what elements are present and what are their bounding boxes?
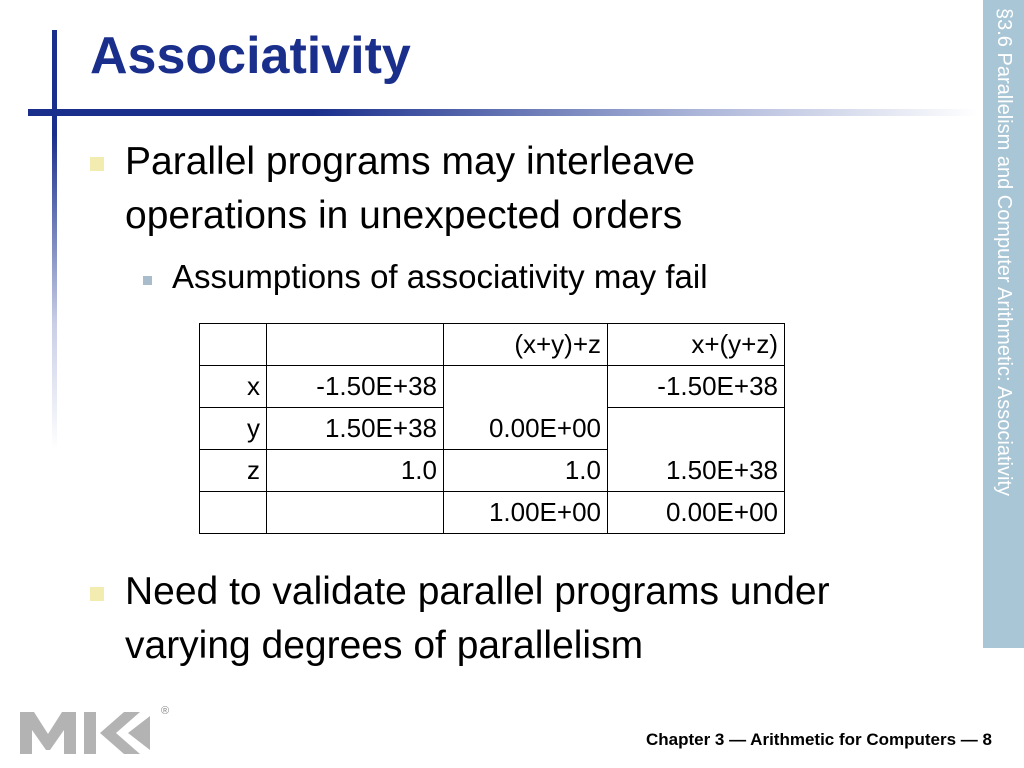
table-cell: -1.50E+38 xyxy=(267,366,444,408)
table-cell: 0.00E+00 xyxy=(608,492,785,534)
bullet-2-line-1: Need to validate parallel programs under xyxy=(125,570,830,613)
table-cell: 1.00E+00 xyxy=(444,492,608,534)
table-cell xyxy=(267,492,444,534)
table-cell xyxy=(200,324,267,366)
left-accent-bar xyxy=(52,30,57,450)
bullet-1-line-2: operations in unexpected orders xyxy=(125,194,683,237)
table-cell: -1.50E+38 xyxy=(608,366,785,408)
table-cell: 0.00E+00 xyxy=(444,408,608,450)
table-cell: y xyxy=(200,408,267,450)
table-row xyxy=(200,408,785,450)
table-row xyxy=(200,492,785,534)
mk-logo-icon xyxy=(20,710,160,756)
table-cell: x xyxy=(200,366,267,408)
table-header-x-yz: x+(y+z) xyxy=(608,324,785,366)
sub-bullet-square-icon xyxy=(143,276,152,285)
table-cell: 1.50E+38 xyxy=(267,408,444,450)
table-cell xyxy=(444,366,608,408)
associativity-table xyxy=(199,323,785,534)
bullet-1-line-1: Parallel programs may interleave xyxy=(125,140,696,183)
table-row xyxy=(200,450,785,492)
table-cell: 1.0 xyxy=(267,450,444,492)
table-cell: 1.0 xyxy=(444,450,608,492)
table-cell: z xyxy=(200,450,267,492)
slide-title: Associativity xyxy=(90,27,411,85)
bullet-1-subitem: Assumptions of associativity may fail xyxy=(172,258,708,295)
table-cell xyxy=(267,324,444,366)
table-row xyxy=(200,366,785,408)
table-cell: 1.50E+38 xyxy=(608,450,785,492)
bullet-square-icon xyxy=(90,157,104,171)
title-underline xyxy=(28,109,978,116)
table-cell xyxy=(200,492,267,534)
table-header-xy-z: (x+y)+z xyxy=(444,324,608,366)
bullet-square-icon xyxy=(90,587,104,601)
table-header-row xyxy=(200,324,785,366)
registered-mark: ® xyxy=(161,705,170,717)
slide-footer: Chapter 3 — Arithmetic for Computers — 8 xyxy=(645,730,992,749)
table-cell xyxy=(608,408,785,450)
section-side-label: §3.6 Parallelism and Computer Arithmetic: Associativity xyxy=(993,8,1015,496)
bullet-2-line-2: varying degrees of parallelism xyxy=(125,624,644,667)
